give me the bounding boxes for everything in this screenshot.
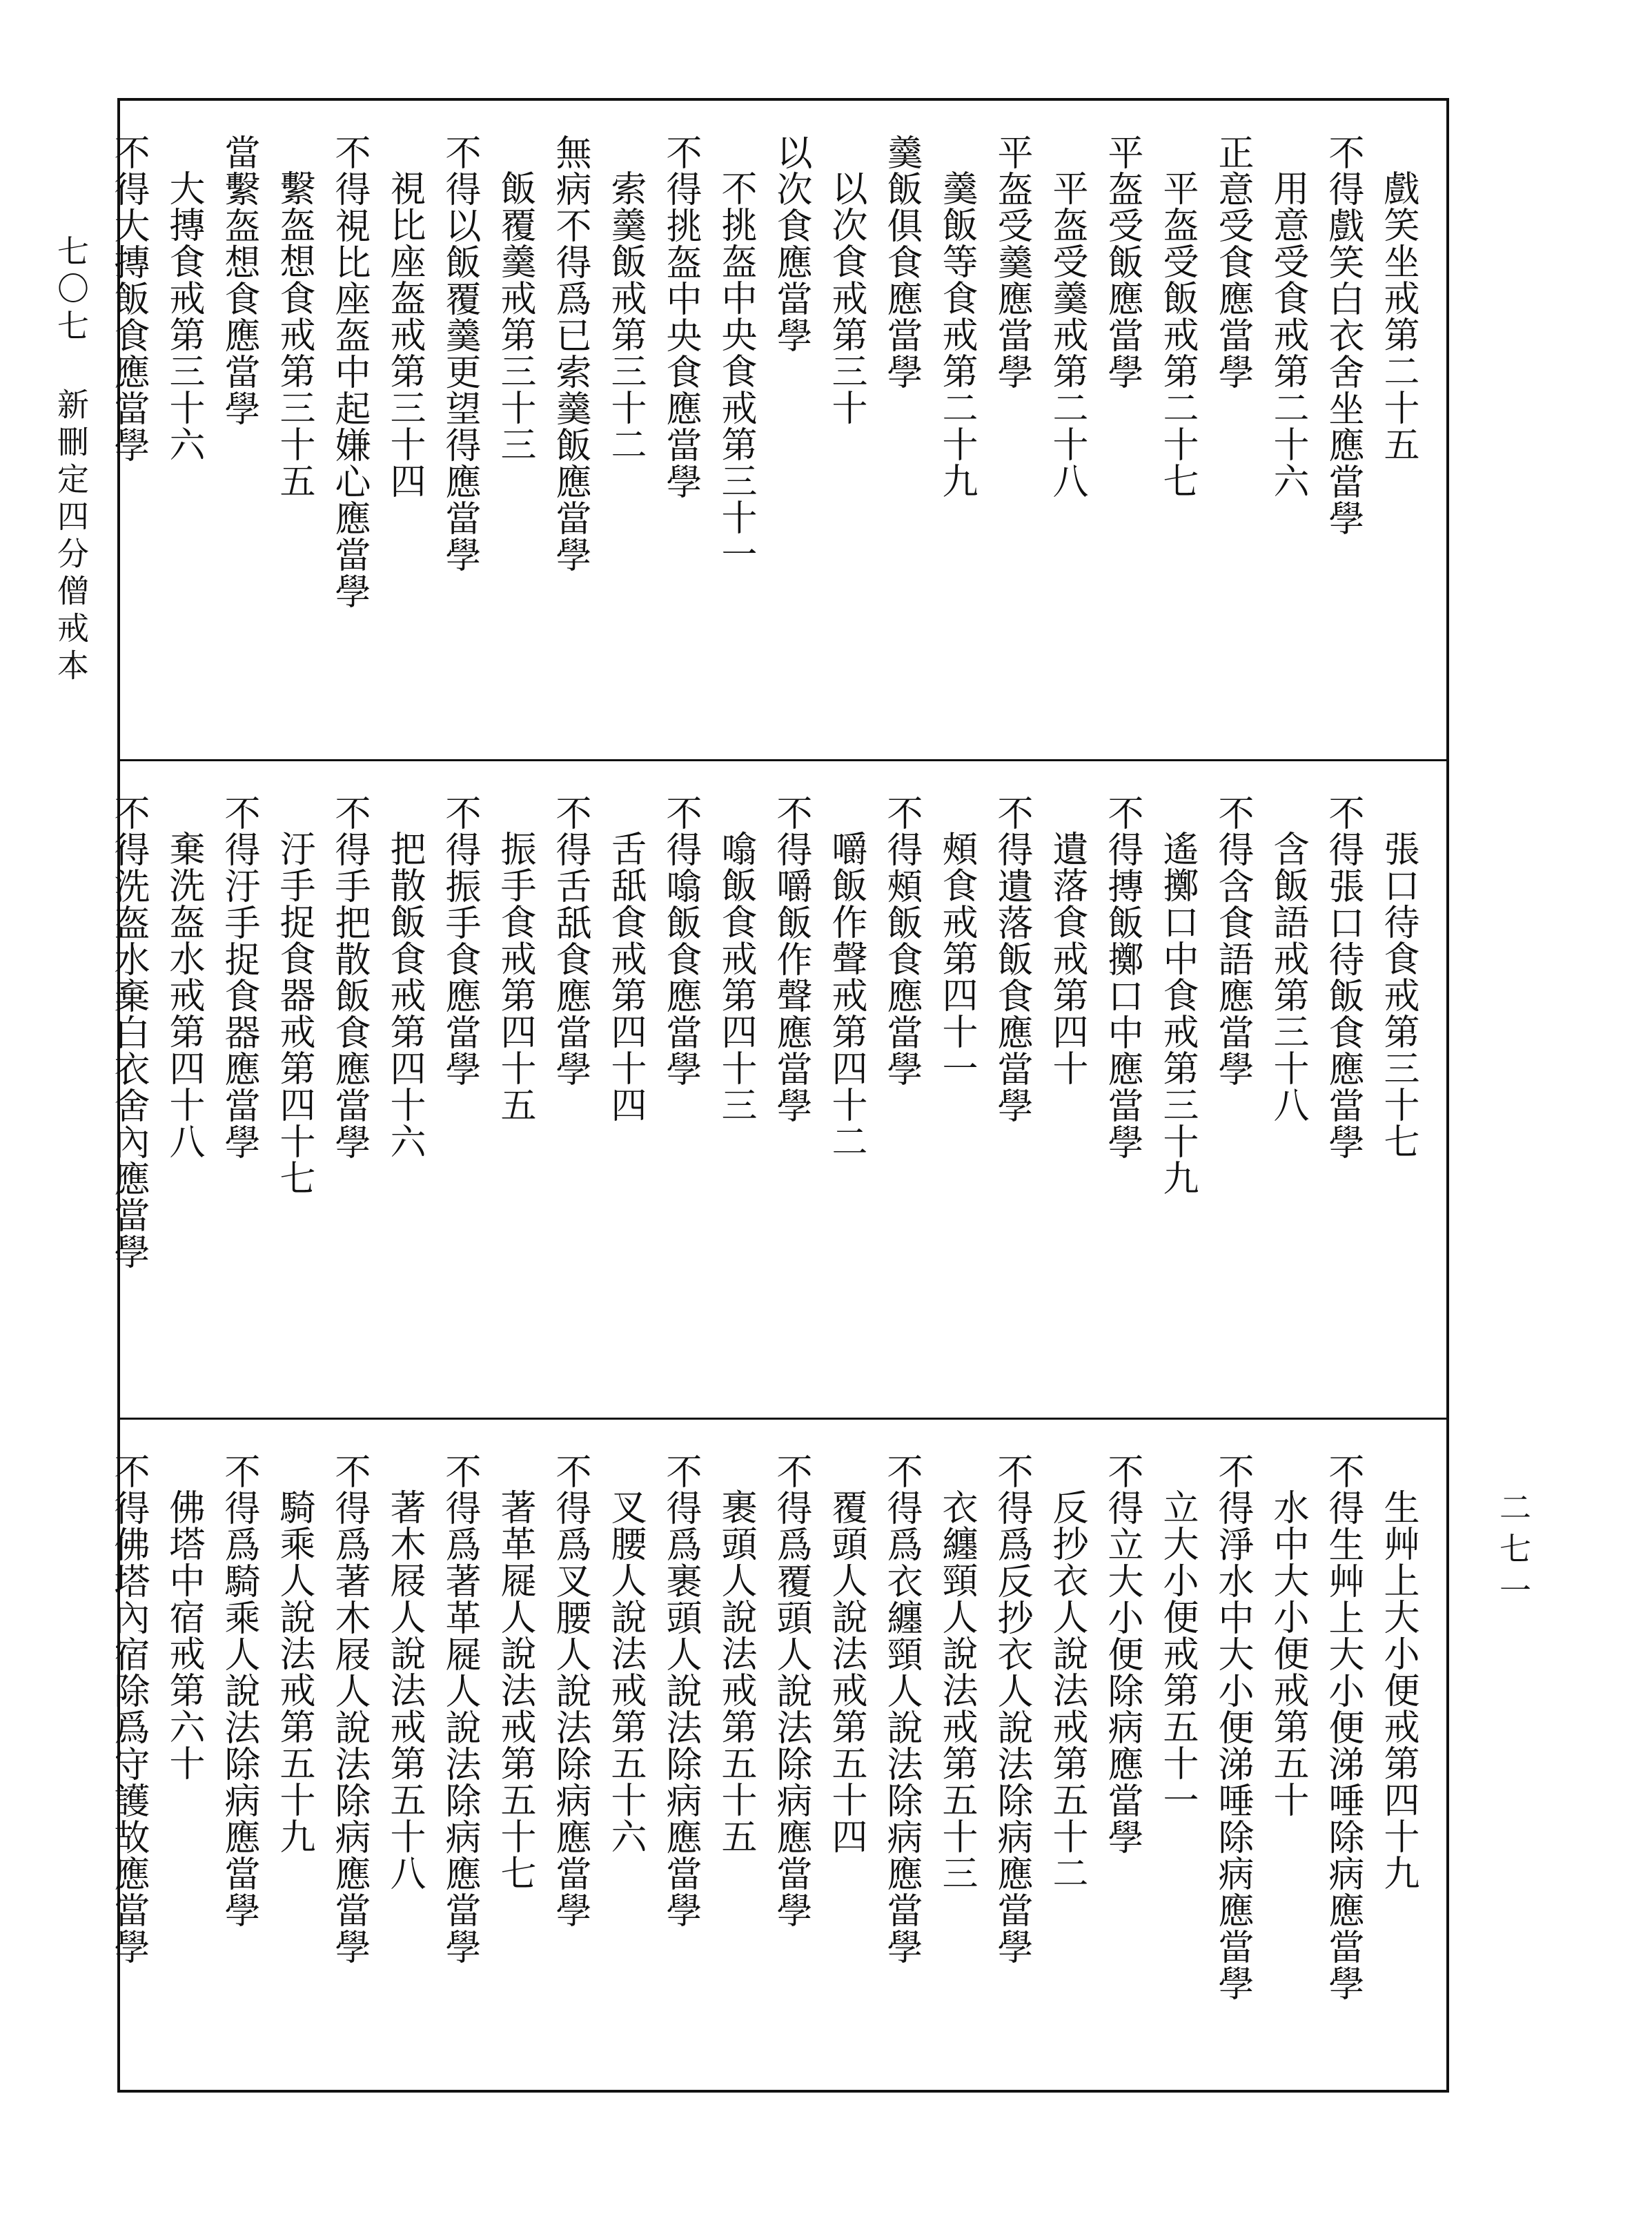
text-column: 反抄衣人說法戒第五十二 [1046,1489,1088,1891]
register-top [101,101,1426,757]
text-column: 飯覆羹戒第三十三 [494,170,535,462]
text-column: 當繫盔想食應當學 [218,134,259,427]
text-column: 把散飯食戒第四十六 [384,830,425,1159]
text-column: 不得汙手捉食器應當學 [218,794,259,1160]
text-column: 不得遺落飯食應當學 [991,794,1032,1124]
text-column: 不得以飯覆羹更望得應當學 [439,134,480,573]
text-column: 振手食戒第四十五 [494,830,535,1123]
text-column: 繫盔想食戒第三十五 [273,170,315,499]
page-number-left: 七〇七 [52,235,90,346]
text-column: 不得立大小便除病應當學 [1101,1453,1143,1855]
text-column: 汙手捉食器戒第四十七 [273,830,315,1196]
text-column: 舌舐食戒第四十四 [604,830,646,1123]
text-column: 不得爲騎乘人說法除病應當學 [218,1453,259,1928]
text-column: 不得爲叉腰人說法除病應當學 [549,1453,591,1928]
text-column: 生艸上大小便戒第四十九 [1377,1489,1419,1891]
text-column: 叉腰人說法戒第五十六 [604,1489,646,1854]
text-column: 戲笑坐戒第二十五 [1377,170,1419,462]
text-column: 水中大小便戒第五十 [1267,1489,1308,1818]
text-column: 羹飯等食戒第二十九 [936,170,977,499]
text-column: 羹飯俱食應當學 [881,134,922,390]
text-column: 不得張口待飯食應當學 [1322,794,1364,1160]
text-column: 不得爲著革屣人說法除病應當學 [439,1453,480,1965]
text-column: 嚼飯作聲戒第四十二 [825,830,867,1159]
text-column: 覆頭人說法戒第五十四 [825,1489,867,1854]
text-column: 不得佛塔內宿除爲守護故應當學 [108,1453,149,1965]
text-column: 著革屣人說法戒第五十七 [494,1489,535,1891]
text-column: 含飯語戒第三十八 [1267,830,1308,1123]
text-column: 用意受食戒第二十六 [1267,170,1308,499]
text-column: 不得爲反抄衣人說法除病應當學 [991,1453,1032,1965]
text-column: 無病不得爲已索羹飯應當學 [549,134,591,573]
text-column: 不得嚼飯作聲應當學 [770,794,812,1124]
text-column: 遙擲口中食戒第三十九 [1157,830,1198,1196]
text-column: 不得振手食應當學 [439,794,480,1087]
left-margin-header [48,235,94,686]
text-column: 不得戲笑白衣舍坐應當學 [1322,134,1364,536]
page-number-right: 二七一 [1495,1491,1532,1615]
text-column: 索羹飯戒第三十二 [604,170,646,462]
text-column: 不得含食語應當學 [1212,794,1253,1087]
text-column: 不得頰飯食應當學 [881,794,922,1087]
text-column: 不挑盔中央食戒第三十一 [715,170,756,572]
text-column: 不得爲著木屐人說法除病應當學 [328,1453,370,1965]
book-title: 新刪定四分僧戒本 [52,388,90,686]
text-column: 衣纏頸人說法戒第五十三 [936,1489,977,1891]
text-column: 不得手把散飯食應當學 [328,794,370,1160]
text-column: 不得摶飯擲口中應當學 [1101,794,1143,1160]
text-column: 不得淨水中大小便涕唾除病應當學 [1212,1453,1253,2001]
text-column: 不得大摶飯食應當學 [108,134,149,463]
text-column: 不得爲裹頭人說法除病應當學 [660,1453,701,1928]
text-column: 棄洗盔水戒第四十八 [163,830,204,1159]
text-column: 張口待食戒第三十七 [1377,830,1419,1159]
text-column: 平盔受羹應當學 [991,134,1032,390]
text-column: 大摶食戒第三十六 [163,170,204,462]
text-column: 以次食戒第三十 [825,170,867,426]
text-column: 以次食應當學 [770,134,812,353]
text-column: 噏飯食戒第四十三 [715,830,756,1123]
text-column: 不得爲覆頭人說法除病應當學 [770,1453,812,1928]
text-column: 遺落食戒第四十 [1046,830,1088,1086]
text-column: 正意受食應當學 [1212,134,1253,390]
text-column: 裹頭人說法戒第五十五 [715,1489,756,1854]
text-column: 平盔受飯應當學 [1101,134,1143,390]
text-column: 平盔受羹戒第二十八 [1046,170,1088,499]
text-column: 騎乘人說法戒第五十九 [273,1489,315,1854]
text-column: 著木屐人說法戒第五十八 [384,1489,425,1891]
text-column: 不得挑盔中央食應當學 [660,134,701,500]
text-column: 不得視比座盔中起嫌心應當學 [328,134,370,609]
register-bottom [101,1420,1426,2076]
register-middle [101,761,1426,1418]
page-frame [108,98,1449,2093]
text-column: 視比座盔戒第三十四 [384,170,425,499]
text-column: 頰食戒第四十一 [936,830,977,1086]
text-column: 不得爲衣纏頸人說法除病應當學 [881,1453,922,1965]
text-column: 立大小便戒第五十一 [1157,1489,1198,1818]
text-column: 不得生艸上大小便涕唾除病應當學 [1322,1453,1364,2001]
text-column: 平盔受飯戒第二十七 [1157,170,1198,499]
text-column: 不得舌舐食應當學 [549,794,591,1087]
text-column: 不得洗盔水棄白衣舍內應當學 [108,794,149,1270]
text-column: 佛塔中宿戒第六十 [163,1489,204,1781]
text-column: 不得噏飯食應當學 [660,794,701,1087]
